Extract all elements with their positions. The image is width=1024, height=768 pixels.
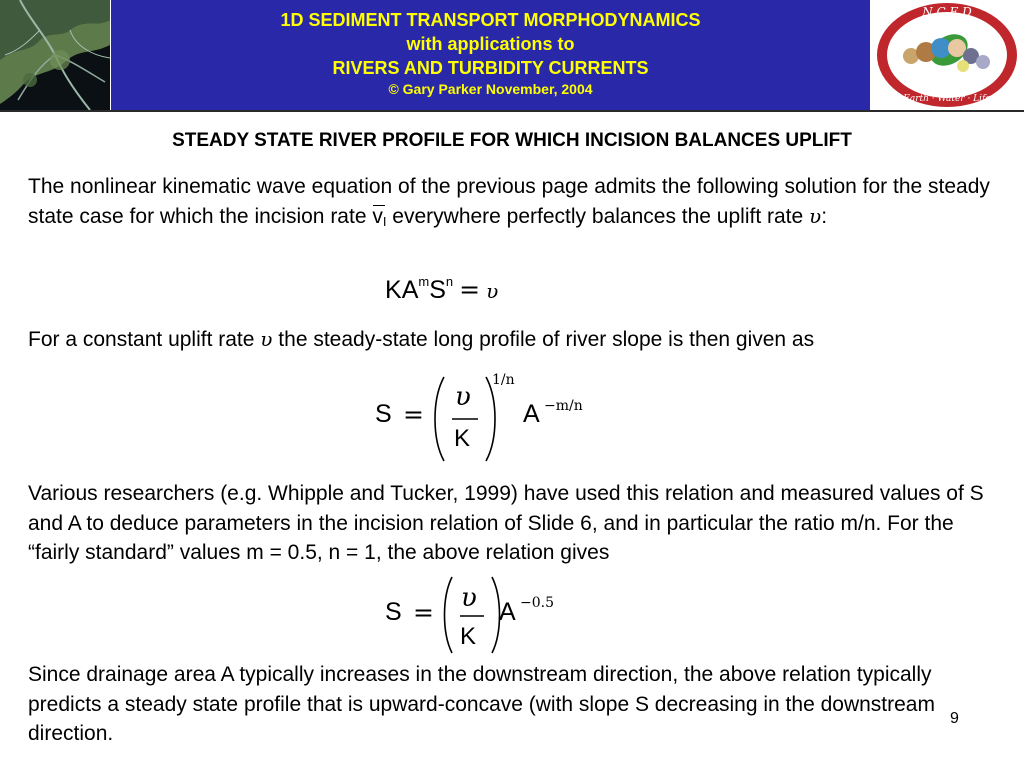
eq1-exp-m: m (418, 274, 430, 289)
equation-slope-standard (385, 573, 585, 658)
eq1-K: K (385, 276, 402, 304)
p2-text-a: For a constant uplift rate (28, 328, 261, 351)
paragraph-4: Since drainage area A typically increases in the downstream direction, the above relation typically predicts a steady state profile that is upward-concave (with slope S decreasing in the downstream direction. (28, 663, 935, 745)
eq1-upsilon: υ (486, 279, 499, 303)
p1-text-b: everywhere perfectly balances the uplift rate (386, 204, 810, 228)
delta-satellite-image (0, 0, 110, 110)
logo-bottom-text: Earth · Water · Life (903, 94, 991, 104)
paragraph-2 (28, 325, 1008, 355)
title-line-2: with applications to (406, 34, 575, 54)
eq2-A: A (523, 400, 540, 428)
eq2-outer-exponent: 1/n (492, 372, 515, 388)
eq1-exp-n: n (445, 274, 454, 289)
nced-logo (871, 0, 1024, 110)
eq1-S: S (429, 276, 446, 304)
copyright-line: © Gary Parker November, 2004 (388, 81, 593, 97)
paragraph-3: Various researchers (e.g. Whipple and Tucker, 1999) have used this relation and measured values of S and A to deduce parameters in the incision relation of Slide 6, and in particular the ratio m/n. For the “fairly standard” values m = 0.5, n = 1, the above relation gives (28, 482, 984, 564)
eq2-numerator-upsilon: υ (455, 382, 471, 412)
p1-text-c: : (821, 204, 828, 228)
uplift-symbol: υ (809, 203, 822, 228)
eq3-S: S (385, 598, 402, 626)
incision-rate-symbol (372, 202, 386, 237)
uplift-symbol-2: υ (260, 327, 273, 351)
eq2-denominator-K: K (454, 425, 471, 452)
header-divider (0, 110, 1024, 112)
title-line-3: RIVERS AND TURBIDITY CURRENTS (332, 58, 649, 78)
paragraph-1 (28, 172, 1008, 236)
incision-rate-subscript: I (382, 213, 387, 229)
eq2-A-exponent: −m/n (544, 398, 583, 414)
page-number: 9 (950, 710, 959, 727)
equation-kams (385, 274, 498, 305)
logo-top-letters: N C E D (922, 5, 972, 19)
equation-slope-general (375, 370, 635, 465)
header-banner (0, 0, 1024, 112)
title-box (111, 0, 870, 110)
eq2-equals: = (403, 400, 424, 429)
incision-rate-v: v (372, 204, 383, 228)
eq3-A: A (499, 598, 516, 626)
p1-text-a: The nonlinear kinematic wave equation of the previous page admits the following solution for the steady state case for which the incision rate (28, 175, 990, 228)
eq2-S: S (375, 400, 392, 428)
title-line-1: 1D SEDIMENT TRANSPORT MORPHODYNAMICS (280, 10, 701, 30)
slide-heading: STEADY STATE RIVER PROFILE FOR WHICH INCISION BALANCES UPLIFT (172, 130, 852, 151)
eq3-denominator-K: K (460, 623, 477, 650)
eq3-A-exponent: −0.5 (520, 595, 554, 611)
eq3-numerator-upsilon: υ (461, 583, 477, 613)
p2-text-b: the steady-state long profile of river slope is then given as (272, 328, 815, 351)
eq3-equals: = (413, 598, 434, 627)
eq1-equals: = (459, 275, 481, 304)
eq1-A: A (401, 276, 419, 304)
